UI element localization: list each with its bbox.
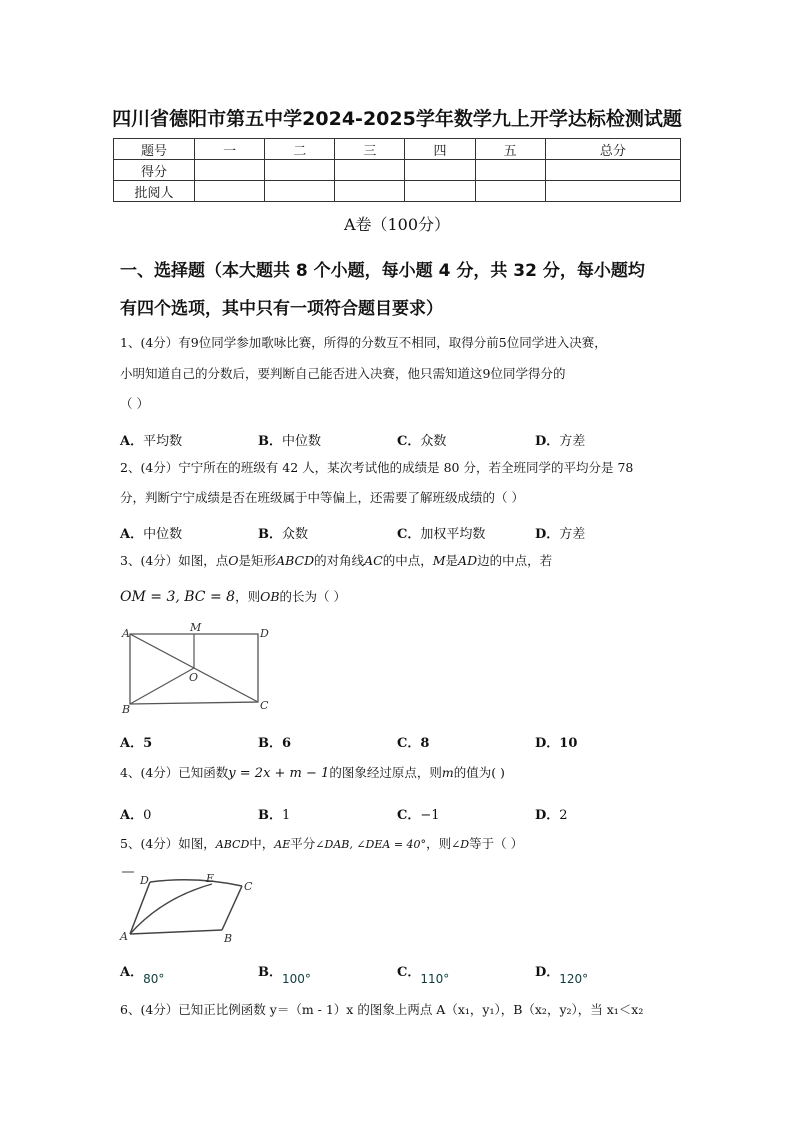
q5-option-b: B．$_{100^\circ}$: [258, 965, 311, 986]
q1-line2: 小明知道自己的分数后，要判断自己能否进入决赛，他只需知道这9位同学得分的: [120, 366, 566, 381]
score-table-header-row: [114, 139, 681, 160]
score-table-row: [114, 160, 681, 181]
score-cell: [195, 160, 265, 181]
score-cell: [265, 181, 335, 202]
q4-option-a: A．0: [120, 808, 152, 823]
q1-option-d: D．方差: [535, 434, 586, 449]
rectangle-figure: [118, 620, 278, 720]
score-cell: [545, 160, 680, 181]
score-cell: 四: [405, 139, 475, 160]
score-cell: [265, 160, 335, 181]
score-cell: 题号: [114, 139, 195, 160]
score-cell: [475, 181, 545, 202]
label-d: D: [140, 874, 149, 887]
side-cb: [222, 886, 242, 930]
side-ba: [130, 930, 222, 934]
segment-bo: [130, 668, 194, 704]
label-a: A: [120, 930, 128, 943]
label-a: A: [122, 627, 130, 640]
q1-option-b: B．中位数: [258, 434, 322, 449]
label-e: E: [206, 872, 215, 885]
score-row-label: 批阅人: [114, 181, 195, 202]
q3-line1: 3、(4分）如图，点O是矩形ABCD的对角线AC的中点，M是AD边的中点，若: [120, 553, 553, 568]
q2-option-a: A．中位数: [120, 527, 183, 542]
q3-option-d: D．10: [535, 736, 578, 751]
q6-line: 6、(4分）已知正比例函数 y＝（m - 1）x 的图象上两点 A（x₁，y₁），B（x₂，y₂），当 x₁＜x₂: [120, 1002, 644, 1017]
q2-line2: 分，判断宁宁成绩是否在班级属于中等偏上，还需要了解班级成绩的（ ）: [120, 490, 524, 505]
score-cell: 二: [265, 139, 335, 160]
label-o: O: [189, 671, 199, 684]
q1-line1: 1、(4分）有9位同学参加歌咏比赛，所得的分数互不相同，取得分前5位同学进入决赛，: [120, 335, 607, 350]
score-cell: [405, 160, 475, 181]
score-cell: [475, 160, 545, 181]
score-cell: [335, 160, 405, 181]
q1-line3: （ ）: [120, 396, 149, 411]
q2-line1: 2、(4分）宁宁所在的班级有 42 人，某次考试他的成绩是 80 分，若全班同学的平均分是 78: [120, 460, 634, 475]
q5-option-a: A．$_{80^\circ}$: [120, 965, 165, 986]
segment-ae: [130, 884, 212, 934]
q2-option-d: D．方差: [535, 527, 586, 542]
q1-option-a: A．平均数: [120, 434, 183, 449]
label-c: C: [244, 880, 253, 893]
label-m: M: [190, 621, 202, 634]
side-ad: [130, 882, 150, 934]
q2-option-b: B．众数: [258, 527, 309, 542]
label-d: D: [260, 627, 269, 640]
q3-line2: OM = 3, BC = 8，则OB的长为（ ）: [120, 589, 346, 605]
parallelogram-figure: [116, 868, 266, 950]
q1-option-c: C．众数: [397, 434, 447, 449]
score-cell: 三: [335, 139, 405, 160]
q5-option-d: D．$_{120^\circ}$: [535, 965, 589, 986]
score-cell: 五: [475, 139, 545, 160]
score-cell: [335, 181, 405, 202]
q4-line: 4、(4分）已知函数y = 2x + m − 1的图象经过原点，则m的值为( ): [120, 765, 505, 781]
score-row-label: 得分: [114, 160, 195, 181]
q4-option-d: D．2: [535, 808, 568, 823]
score-cell: [405, 181, 475, 202]
section-a-heading: A卷（100分）: [343, 215, 451, 234]
part1-heading-line1: 一、选择题（本大题共 8 个小题，每小题 4 分，共 32 分，每小题均: [120, 261, 645, 281]
q5-line: 5、(4分）如图，ABCD中，AE平分∠DAB, ∠DEA = 40°，则∠D等于（ ）: [120, 836, 524, 851]
score-table: [113, 138, 681, 202]
label-c: C: [260, 699, 269, 712]
side-dc: [150, 880, 242, 886]
score-cell: 一: [195, 139, 265, 160]
q2-option-c: C．加权平均数: [397, 527, 486, 542]
q5-option-c: C．$_{110^\circ}$: [397, 965, 450, 986]
label-b: B: [122, 703, 131, 716]
q4-option-b: B．1: [258, 808, 291, 823]
q4-option-c: C．−1: [397, 808, 440, 823]
q3-option-c: C．8: [397, 736, 430, 751]
score-cell: [545, 181, 680, 202]
q3-option-b: B．6: [258, 736, 292, 751]
exam-title: 四川省德阳市第五中学2024-2025学年数学九上开学达标检测试题: [112, 108, 682, 130]
q3-option-a: A．5: [120, 736, 153, 751]
score-table-row: [114, 181, 681, 202]
score-cell: 总分: [545, 139, 680, 160]
part1-heading-line2: 有四个选项，其中只有一项符合题目要求）: [120, 299, 443, 319]
score-cell: [195, 181, 265, 202]
label-b: B: [224, 932, 233, 945]
